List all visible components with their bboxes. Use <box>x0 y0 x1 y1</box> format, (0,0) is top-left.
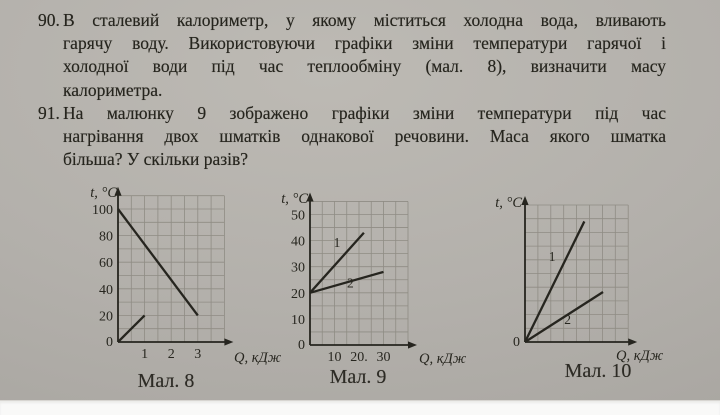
x-axis-title: Q, кДж <box>616 348 664 364</box>
y-tick-label: 50 <box>291 208 305 224</box>
x-axis-arrow <box>408 341 417 348</box>
y-axis-title: t, °С <box>281 191 308 207</box>
origin-label: 0 <box>298 338 305 353</box>
x-tick-label: 20. <box>350 350 368 365</box>
y-axis-title: t, °С <box>495 195 522 211</box>
x-tick-label: 2 <box>167 347 175 362</box>
y-tick-label: 10 <box>291 312 305 328</box>
text-line: гарячу воду. Використовуючи графіки зміни температури гарячої і <box>63 33 666 54</box>
series-label-piece-1: 1 <box>548 249 556 265</box>
origin-label: 0 <box>513 335 520 350</box>
y-tick-label: 30 <box>291 260 305 276</box>
text-line: На малюнку 9 зображено графіки зміни температури під час <box>63 102 666 123</box>
text-line: калориметра. <box>63 79 163 100</box>
origin-label: 0 <box>106 335 113 350</box>
y-tick-label: 40 <box>291 234 305 250</box>
text-line: більша? У скільки разів? <box>63 149 249 170</box>
y-tick-label: 60 <box>99 256 113 272</box>
x-tick-label: 30 <box>376 350 391 365</box>
problem-90-number: 90. <box>38 10 60 30</box>
text-line: холодної води під час теплообміну (мал. 8), визначити масу <box>63 56 666 77</box>
x-axis-arrow <box>224 338 233 345</box>
x-tick-label: 10 <box>327 350 342 365</box>
x-tick-label: 3 <box>194 347 202 362</box>
x-axis-title: Q, кДж <box>234 350 282 366</box>
figure-caption-10: Мал. 10 <box>564 360 632 382</box>
screenshot-bottom-margin <box>0 400 720 415</box>
y-tick-label: 20 <box>291 286 305 302</box>
x-axis-title: Q, кДж <box>419 351 467 367</box>
series-label-piece-2: 2 <box>347 275 354 291</box>
x-axis-arrow <box>628 338 637 345</box>
y-tick-label: 20 <box>99 309 113 325</box>
y-axis-title: t, °С <box>90 185 117 201</box>
y-tick-label: 40 <box>99 282 113 298</box>
problem-91-number: 91. <box>38 102 60 123</box>
text-line: нагрівання двох шматків однакової речовини. Маса якого шматка <box>63 126 666 147</box>
y-tick-label: 80 <box>99 229 113 245</box>
text-line: В сталевий калориметр, у якому міститься холодна вода, вливають <box>63 10 666 30</box>
figure-caption-8: Мал. 8 <box>137 370 195 392</box>
series-label-piece-1: 1 <box>333 235 341 251</box>
y-tick-label: 100 <box>92 203 113 218</box>
series-label-piece-2: 2 <box>564 312 571 328</box>
y-axis-arrow <box>521 196 528 205</box>
x-tick-label: 1 <box>141 347 149 362</box>
figure-caption-9: Мал. 9 <box>329 366 387 388</box>
